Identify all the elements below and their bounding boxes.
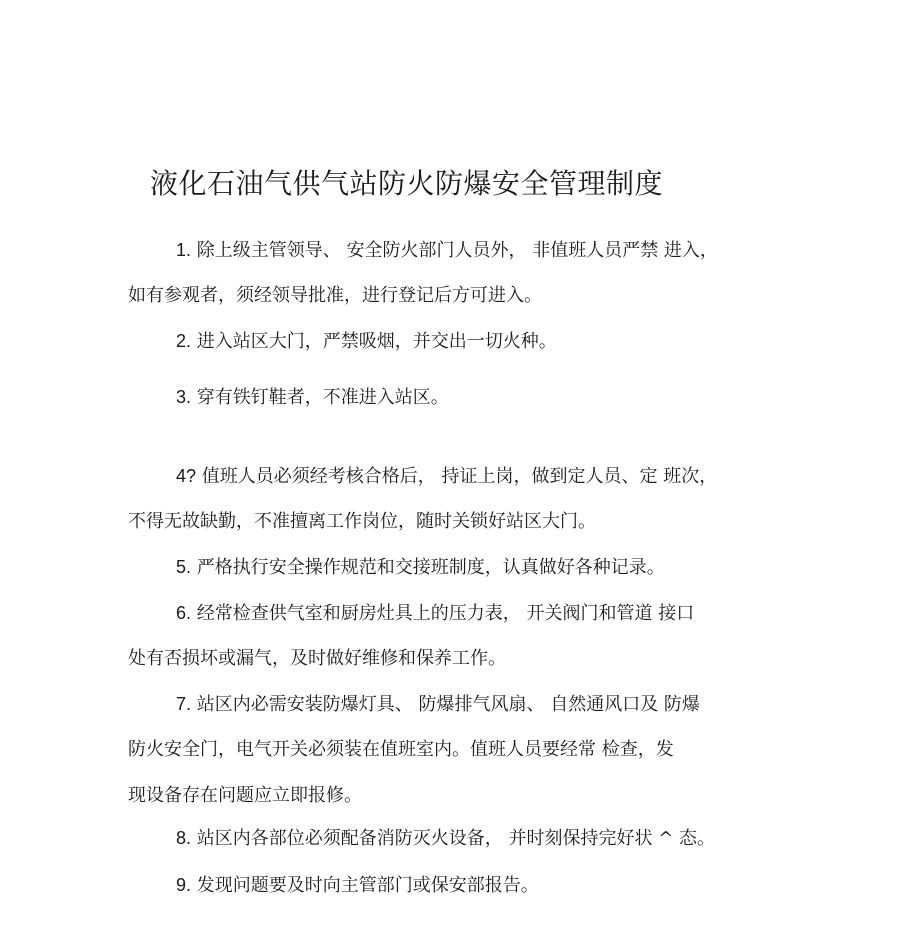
item-number: 3. xyxy=(176,387,192,407)
item-text: 穿有铁钉鞋者，不准进入站区。 xyxy=(196,387,449,408)
item-5-line-1 xyxy=(176,554,665,581)
item-4-line-1 xyxy=(176,463,717,490)
item-text: 值班人员必须经考核合格后， 持证上岗，做到定人员、定 班次， xyxy=(201,466,718,487)
item-text: 发现问题要及时向主管部门或保安部报告。 xyxy=(196,875,539,896)
item-number: 9. xyxy=(176,875,192,895)
item-text: 经常检查供气室和厨房灶具上的压力表， 开关阀门和管道 接口 xyxy=(196,603,695,624)
item-7-line-1 xyxy=(176,691,700,718)
item-6-line-2: 处有否损坏或漏气，及时做好维修和保养工作。 xyxy=(128,648,506,669)
item-number: 4? xyxy=(176,466,197,486)
item-number: 5. xyxy=(176,557,192,577)
item-text: 除上级主管领导、 安全防火部门人员外， 非值班人员严禁 进入， xyxy=(196,240,718,261)
item-number: 7. xyxy=(176,694,192,714)
item-9-line-1 xyxy=(176,872,539,899)
item-3-line-1 xyxy=(176,384,449,411)
item-2-line-1 xyxy=(176,328,557,355)
item-text: 站区内必需安装防爆灯具、 防爆排气风扇、 自然通风口及 防爆 xyxy=(196,694,700,715)
document-title: 液化石油气供气站防火防爆安全管理制度 xyxy=(150,167,664,200)
item-8-line-1 xyxy=(176,825,715,852)
item-7-line-3: 现设备存在问题应立即报修。 xyxy=(128,785,362,806)
item-1-line-2: 如有参观者，须经领导批准，进行登记后方可进入。 xyxy=(128,285,542,306)
item-4-line-2: 不得无故缺勤，不准擅离工作岗位，随时关锁好站区大门。 xyxy=(128,511,596,532)
item-text: 站区内各部位必须配备消防灭火设备， 并时刻保持完好状 ^ 态。 xyxy=(196,828,715,849)
item-text: 进入站区大门，严禁吸烟，并交出一切火种。 xyxy=(196,331,557,352)
item-7-line-2: 防火安全门，电气开关必须装在值班室内。值班人员要经常 检查，发 xyxy=(128,739,674,760)
item-number: 6. xyxy=(176,603,192,623)
item-text: 严格执行安全操作规范和交接班制度，认真做好各种记录。 xyxy=(196,557,665,578)
item-1-line-1 xyxy=(176,237,718,264)
item-6-line-1 xyxy=(176,600,694,627)
item-number: 2. xyxy=(176,331,192,351)
item-number: 8. xyxy=(176,828,192,848)
item-number: 1. xyxy=(176,240,192,260)
